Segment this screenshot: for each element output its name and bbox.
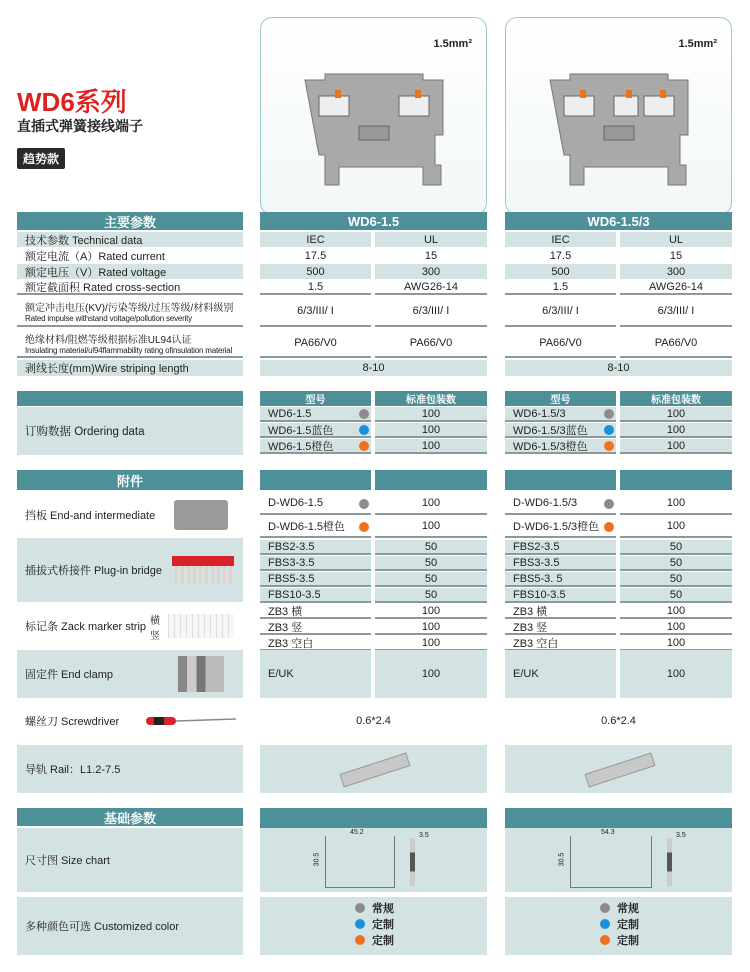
ordering-label: 订购数据 Ordering data [17,407,243,455]
param-label [17,232,243,247]
col-header-qty: 标准包装数 [620,391,732,406]
marker-row-qty: 100 [620,604,732,619]
color-dot-blue [355,919,365,929]
ordering-row-qty: 100 [620,439,732,454]
param-value-ul: 300 [620,264,732,279]
dimension-height: 30.5 [313,852,321,867]
color-dot-orange [600,935,610,945]
param-value-iec: PA66/V0 [260,330,371,358]
dot-gray [604,409,614,419]
screwdriver-image [146,714,238,728]
dot-gray [359,499,369,509]
col-header-qty: 标准包装数 [375,391,487,406]
rail-image-box [260,745,487,793]
size-chart-box [505,828,732,892]
param-label-text: 额定电压（V）Rated voltage [25,266,167,279]
end-plate-row-model: D-WD6-1.5橙色 [260,516,371,538]
marker-row-qty: 100 [375,636,487,651]
param-value-ul: UL [375,232,487,247]
end-plate-row-model: D-WD6-1.5/3橙色 [505,516,616,538]
param-value-ul: PA66/V0 [620,330,732,358]
bridge-row-model: FBS3-3.5 [505,556,616,571]
col-header-model: 型号 [260,391,371,406]
param-value-ul: UL [620,232,732,247]
param-label [17,330,243,358]
bridge-row-model: FBS2-3.5 [260,540,371,555]
accessories-header: 附件 [17,470,243,490]
param-value-ul: 6/3/III/ I [375,297,487,327]
bridge-row-qty: 50 [375,588,487,603]
basic-col-header [260,808,487,828]
dimension-width: 45.2 [350,829,364,836]
param-value-ul: AWG26-14 [375,280,487,295]
param-label-text: 额定电流（A）Rated current [25,250,165,263]
bridge-row-qty: 50 [620,556,732,571]
bridge-row-qty: 50 [620,588,732,603]
bridge-row-qty: 50 [620,572,732,587]
screwdriver-size: 0.6*2.4 [356,715,391,727]
param-value-ul: 15 [424,249,438,262]
basic-header: 基础参数 [17,808,243,826]
bridge-row-model: FBS5-3. 5 [505,572,616,587]
terminal-block-image [299,70,449,188]
screwdriver-size: 0.6*2.4 [601,715,636,727]
end-clamp-model: E/UK [505,650,616,698]
color-option-text: 常规 [372,903,394,915]
param-label [17,297,243,327]
dimension-drawing [325,836,395,888]
rail-image-box [505,745,732,793]
marker-row-qty: 100 [620,620,732,635]
dimension-thickness: 3.5 [419,832,429,839]
color-options-box [260,897,487,955]
param-label-text: 额定截面积 Rated cross-section [25,281,181,294]
side-view [410,838,415,886]
bridge-label: 插拔式桥接件 Plug-in bridge [25,565,162,577]
dot-gray [359,409,369,419]
color-option-text: 定制 [372,935,394,947]
product-header-2: WD6-1.5/3 [505,212,732,230]
end-clamp-qty: 100 [620,650,732,698]
param-label [17,360,243,376]
bridge-row-qty: 50 [620,540,732,555]
param-value-iec: IEC [260,232,371,247]
rail-label: 导轨 Rail：L1.2-7.5 [25,764,121,776]
product-header-1: WD6-1.5 [260,212,487,230]
ordering-row-model: WD6-1.5 [260,407,371,422]
end-plate-row-qty: 100 [620,493,732,515]
din-rail-image [340,753,411,788]
bridge-row-qty: 50 [375,556,487,571]
marker-row-qty: 100 [620,636,732,651]
ordering-header-bar [17,391,243,406]
ordering-row-qty: 100 [620,407,732,422]
param-value-iec: IEC [505,232,616,247]
end-plate-image [174,500,228,530]
param-value-iec: 6/3/III/ I [260,297,371,327]
cross-section-label: 1.5mm² [433,38,472,50]
accessories-col-header [260,470,371,490]
marker-row-model: ZB3 横 [260,604,371,619]
param-value-ul: AWG26-14 [620,280,732,295]
color-option-text: 定制 [617,935,639,947]
color-option-text: 定制 [372,919,394,931]
bridge-row-qty: 50 [375,572,487,587]
dot-gray [604,499,614,509]
color-dot-orange [355,935,365,945]
param-label-text: 绝缘材料/阻燃等级根据标准UL94认证 [25,335,192,346]
accessories-col-header [505,470,616,490]
end-plate-row-qty: 100 [620,516,732,538]
color-dot-gray [355,903,365,913]
ordering-row-model: WD6-1.5/3 [505,407,616,422]
ordering-row-qty: 100 [375,407,487,422]
plug-in-bridge-image [172,556,234,586]
color-option-text: 定制 [617,919,639,931]
page-title: WD6系列 [17,87,127,117]
param-value-iec: 17.5 [304,249,327,262]
ordering-row-qty: 100 [375,423,487,438]
size-chart-box [260,828,487,892]
ordering-row-model: WD6-1.5橙色 [260,439,371,454]
bridge-row-model: FBS3-3.5 [260,556,371,571]
marker-row-model: ZB3 横 [505,604,616,619]
bridge-row-model: FBS5-3.5 [260,572,371,587]
marker-strip-image [168,614,234,638]
product-image-1 [260,17,487,215]
end-clamp-image [178,656,224,692]
color-dot-blue [600,919,610,929]
dot-orange [359,441,369,451]
param-value-ul: 6/3/III/ I [620,297,732,327]
ordering-row-model: WD6-1.5/3蓝色 [505,423,616,438]
param-value-iec: 1.5 [505,280,616,295]
dot-orange [604,522,614,532]
param-label-text: 剥线长度(mm)Wire striping length [25,363,189,375]
param-label-text: 额定冲击电压(KV)/污染等级/过压等级/材料级别 [25,303,234,314]
marker-row-qty: 100 [375,604,487,619]
basic-col-header [505,808,732,828]
ordering-row-model: WD6-1.5蓝色 [260,423,371,438]
end-plate-row-qty: 100 [375,493,487,515]
marker-row-model: ZB3 空白 [260,636,371,651]
dot-blue [359,425,369,435]
main-params-header: 主要参数 [17,212,243,230]
dimension-thickness: 3.5 [676,832,686,839]
param-value-iec: PA66/V0 [505,330,616,358]
marker-row-model: ZB3 空白 [505,636,616,651]
col-header-model: 型号 [505,391,616,406]
end-plate-row-qty: 100 [375,516,487,538]
color-dot-gray [600,903,610,913]
param-value-iec: 500 [260,264,371,279]
end-plate-row-model: D-WD6-1.5/3 [505,493,616,515]
page-subtitle: 直插式弹簧接线端子 [17,118,143,134]
color-options-box [505,897,732,955]
param-value-iec: 1.5 [260,280,371,295]
marker-horizontal: 横 [150,616,160,627]
param-value-ul: 15 [669,249,683,262]
param-label [17,248,243,263]
marker-vertical: 竖 [150,631,160,642]
size-chart-label: 尺寸图 Size chart [17,828,243,892]
dimension-width: 54.3 [601,829,615,836]
param-value-iec: 6/3/III/ I [505,297,616,327]
cross-section-label: 1.5mm² [678,38,717,50]
param-label [17,264,243,279]
end-plate-row-model: D-WD6-1.5 [260,493,371,515]
param-value: 8-10 [260,360,487,376]
dot-orange [359,522,369,532]
end-plate-label: 挡板 End-and intermediate [25,510,156,522]
end-clamp-label: 固定件 End clamp [25,669,114,681]
ordering-row-qty: 100 [375,439,487,454]
bridge-row-qty: 50 [375,540,487,555]
marker-row-qty: 100 [375,620,487,635]
marker-strip-label: 标记条 Zack marker strip [25,621,147,633]
dot-blue [604,425,614,435]
marker-row-model: ZB3 竖 [505,620,616,635]
din-rail-image [585,753,656,788]
param-value-iec: 500 [505,264,616,279]
param-label-en: Rated impulse withstand voltage/pollution severity [25,314,192,323]
end-clamp-model: E/UK [260,650,371,698]
bridge-row-model: FBS2-3.5 [505,540,616,555]
param-label-en: Insulating material/ul94flammability rating ofinsulation material [25,346,233,355]
accessories-col-header [620,470,732,490]
color-option-text: 常规 [617,903,639,915]
side-view [667,838,672,886]
dot-orange [604,441,614,451]
param-value-ul: 300 [375,264,487,279]
ordering-row-model: WD6-1.5/3橙色 [505,439,616,454]
param-value: 8-10 [505,360,732,376]
color-label: 多种颜色可选 Customized color [17,897,243,955]
accessories-col-header [375,470,487,490]
ordering-row-qty: 100 [620,423,732,438]
param-label [17,280,243,295]
end-clamp-qty: 100 [375,650,487,698]
dimension-drawing [570,836,652,888]
product-image-2 [505,17,732,215]
bridge-row-model: FBS10-3.5 [260,588,371,603]
terminal-block-image [544,70,694,188]
param-value-ul: PA66/V0 [375,330,487,358]
trend-badge: 趋势款 [17,148,65,169]
screwdriver-label: 螺丝刀 Screwdriver [25,716,120,728]
marker-row-model: ZB3 竖 [260,620,371,635]
param-value-iec: 17.5 [549,249,572,262]
param-label-text: 技术参数 Technical data [25,234,143,247]
bridge-row-model: FBS10-3.5 [505,588,616,603]
dimension-height: 30.5 [558,852,566,867]
